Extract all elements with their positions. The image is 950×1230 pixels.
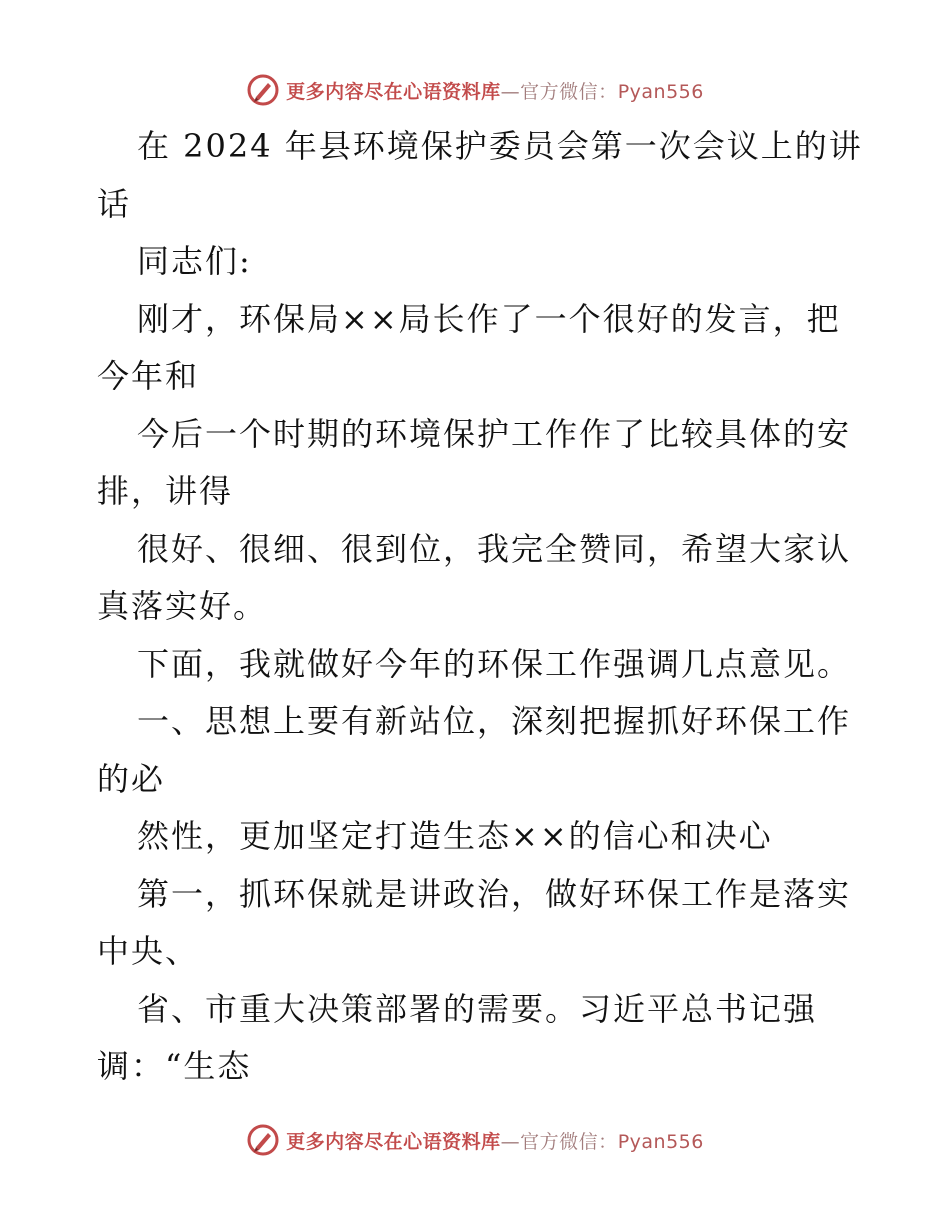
- text-line: 在 2024 年县环境保护委员会第一次会议上的讲: [137, 127, 863, 165]
- watermark-footer: [0, 1120, 950, 1160]
- text-line: 调：“生态: [97, 1047, 252, 1085]
- text-line: 下面，我就做好今年的环保工作强调几点意见。: [137, 644, 852, 683]
- text-line: 省、市重大决策部署的需要。习近平总书记强: [137, 989, 818, 1028]
- text-line: 真落实好。: [97, 587, 268, 625]
- text-line: 同志们:: [137, 242, 252, 280]
- watermark-id: Pyan556: [617, 80, 704, 103]
- text-line: 今后一个时期的环境保护工作作了比较具体的安: [137, 414, 852, 453]
- text-line: 一、思想上要有新站位，深刻把握抓好环保工作: [137, 702, 852, 740]
- text-line: 很好、很细、很到位，我完全赞同，希望大家认: [137, 529, 852, 568]
- watermark-id: Pyan556: [617, 1130, 704, 1153]
- watermark-sub: —官方微信：: [500, 80, 618, 103]
- text-line: 今年和: [97, 357, 200, 395]
- text-line: 第一，抓环保就是讲政治，做好环保工作是落实: [137, 874, 852, 913]
- pen-logo-icon: [246, 1123, 280, 1157]
- text-line: 然性，更加坚定打造生态××的信心和决心: [137, 817, 773, 855]
- watermark-main: 更多内容尽在心语资料库: [286, 1130, 501, 1153]
- watermark-sub: —官方微信：: [500, 1130, 618, 1153]
- watermark-main: 更多内容尽在心语资料库: [286, 80, 501, 103]
- watermark-text: [286, 77, 704, 104]
- text-line: 中央、: [97, 932, 200, 970]
- text-line: 刚才，环保局××局长作了一个很好的发言，把: [137, 299, 841, 338]
- watermark-text: [286, 1127, 704, 1154]
- watermark-header: [0, 70, 950, 110]
- document-body: [97, 118, 863, 1096]
- text-line: 的必: [97, 759, 166, 798]
- text-line: 排，讲得: [97, 472, 234, 510]
- pen-logo-icon: [246, 73, 280, 107]
- text-line: 话: [97, 184, 132, 223]
